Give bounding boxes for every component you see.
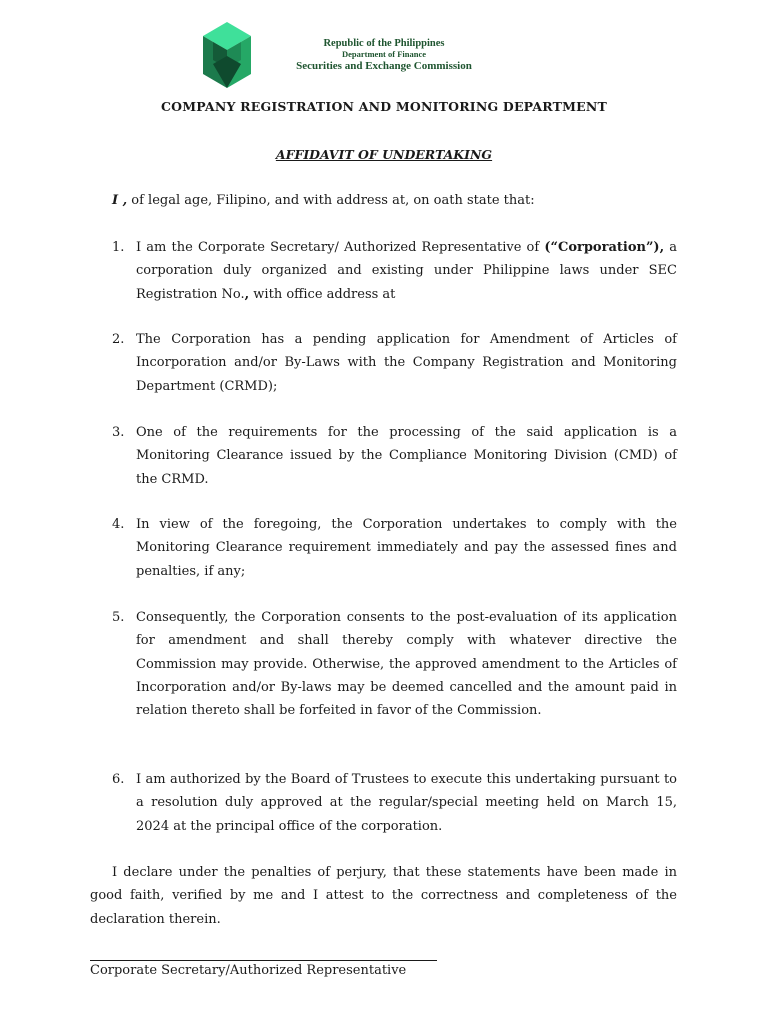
item-number: 2. [112, 332, 125, 347]
header-line-3: Securities and Exchange Commission [296, 60, 472, 72]
signature-label: Corporate Secretary/Authorized Representative [90, 963, 407, 978]
department-heading: COMPANY REGISTRATION AND MONITORING DEPARTMENT [160, 99, 608, 114]
intro-paragraph [112, 191, 692, 211]
item-text: I am authorized by the Board of Trustees to execute this undertaking pursuant to a resolution duly approved at the regular/special meeting held on March 15, 2024 at the principal office of the corporation. [136, 772, 677, 834]
item-text: Consequently, the Corporation consents to the post-evaluation of its application for amendment and shall thereby comply with whatever directive the Commission may provide. Otherwise, the approved amendment to the Articles of Incorporation and/or By-laws may be deemed cancelled and the amount paid in relation thereto shall be forfeited in favor of the Commission. [136, 610, 677, 719]
list-item [112, 421, 677, 491]
item-number: 6. [112, 772, 125, 787]
sec-logo-icon [203, 22, 251, 88]
header-line-2: Department of Finance [341, 49, 427, 59]
list-item [112, 513, 677, 583]
item-text: The Corporation has a pending application for Amendment of Articles of Incorporation and/or By-Laws with the Company Registration and Monitoring Department (CRMD); [136, 332, 677, 394]
list-item [112, 606, 677, 722]
item-number: 3. [112, 425, 125, 440]
signature-line [90, 960, 437, 961]
item-text-part: I am the Corporate Secretary/ Authorized Representative of [136, 240, 545, 255]
item-text-part: , [244, 286, 250, 302]
item-text [136, 236, 677, 306]
corporation-label: (“Corporation”), [544, 240, 665, 255]
item-number: 5. [112, 610, 125, 625]
item-text-part: with office address at [249, 286, 396, 302]
item-number: 1. [112, 240, 125, 255]
intro-text: of legal age, Filipino, and with address at, on oath state that: [127, 193, 535, 208]
issuing-agency [270, 38, 498, 73]
intro-pronoun: I , [112, 193, 128, 208]
list-item [112, 236, 677, 306]
item-number: 4. [112, 517, 125, 532]
closing-declaration: I declare under the penalties of perjury, that these statements have been made in good faith, verified by me and I attest to the correctness and completeness of the declaration therein. [90, 865, 677, 927]
document-title: AFFIDAVIT OF UNDERTAKING [275, 147, 493, 162]
header-line-1: Republic of the Philippines [323, 38, 445, 49]
item-text: In view of the foregoing, the Corporation undertakes to comply with the Monitoring Clearance requirement immediately and pay the assessed fines and penalties, if any; [136, 517, 677, 579]
item-text: One of the requirements for the processing of the said application is a Monitoring Clearance issued by the Compliance Monitoring Division (CMD) of the CRMD. [136, 425, 677, 487]
list-item [112, 328, 677, 398]
item-text-part: a corporation duly organized and existing under Philippine laws under SEC Registration No. [136, 240, 677, 302]
letterhead [0, 0, 768, 92]
list-item [112, 768, 677, 838]
